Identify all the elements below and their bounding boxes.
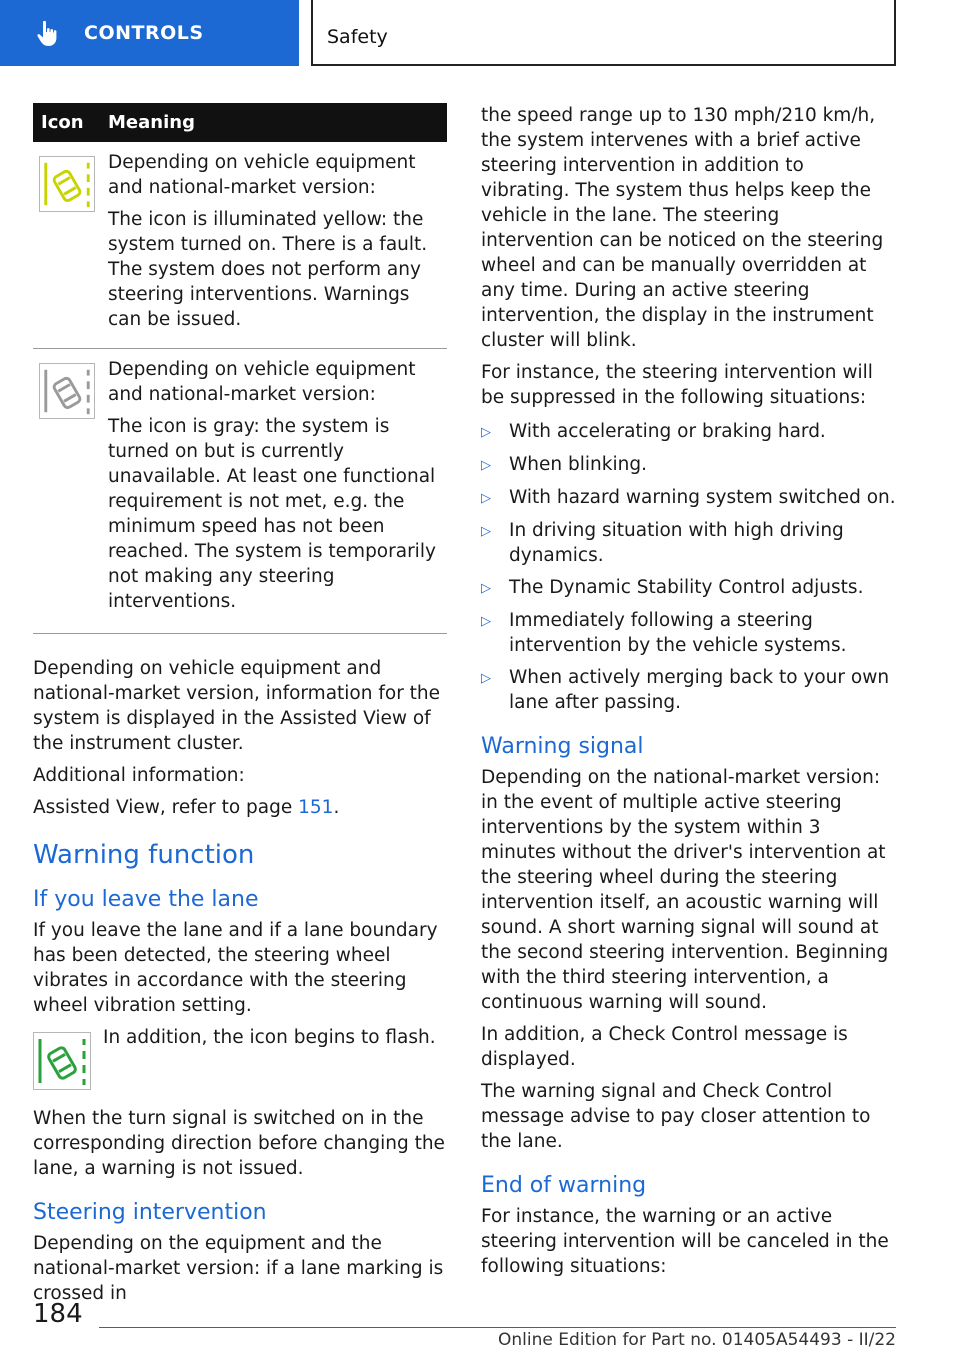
heading-steering-intervention: Steering intervention: [33, 1200, 267, 1225]
hand-pointer-icon: [34, 18, 64, 48]
list-item: [481, 575, 896, 601]
table-row: [33, 349, 447, 634]
bullet-marker: ▷: [481, 581, 491, 596]
bullet-marker: ▷: [481, 614, 491, 629]
paragraph-leave-lane: If you leave the lane and if a lane boundary has been detected, the steering wheel vibrates in accordance with the steering wheel vibration setting.: [33, 920, 438, 1016]
list-item: [481, 485, 896, 511]
heading-warning-signal: Warning signal: [481, 734, 644, 759]
bullet-marker: ▷: [481, 458, 491, 473]
heading-warning-function: Warning function: [33, 840, 255, 870]
lane-assist-green-icon: [33, 1032, 91, 1090]
footer-divider: [99, 1327, 896, 1328]
lane-assist-gray-icon: [39, 363, 95, 419]
row2-line2: The icon is gray: the system is turned on but is currently unavailable. At least one functional requirement is not met, e.g. the minimum speed has not been reached. The system is temporarily not making any steering interventions.: [108, 416, 436, 612]
paragraph-end-of-warning: For instance, the warning or an active steering intervention will be canceled in the following situations:: [481, 1206, 889, 1277]
row1-line1: Depending on vehicle equipment and national-market version:: [108, 152, 416, 198]
table-header-row: [33, 103, 447, 142]
list-item: [481, 452, 896, 478]
list-item-text: In driving situation with high driving dynamics.: [509, 520, 844, 566]
list-item-text: The Dynamic Stability Control adjusts.: [509, 577, 864, 598]
list-item: [481, 518, 896, 568]
bullet-marker: ▷: [481, 671, 491, 686]
section-title: CONTROLS: [84, 22, 204, 44]
page-ref-link[interactable]: 151: [298, 797, 334, 818]
list-item-text: When blinking.: [509, 454, 647, 475]
paragraph-advise: The warning signal and Check Control message advise to pay closer attention to the lane.: [481, 1081, 871, 1152]
flash-note: [33, 1027, 447, 1090]
ref-suffix: .: [333, 797, 340, 818]
heading-end-of-warning: End of warning: [481, 1173, 647, 1198]
paragraph-warning-signal: Depending on the national-market version: in the event of multiple active steering interventions by the system within 3 minutes without the driver's intervention at the steering wheel during the steering intervention itself, an acoustic warning will sound. A short warning signal will sound at the second steering intervention. Beginning with the third steering intervention, a continuous warning will sound.: [481, 767, 889, 1013]
paragraph-turn-signal: When the turn signal is switched on in the corresponding direction before changing the lane, a warning is not issued.: [33, 1108, 445, 1179]
list-item-text: With hazard warning system switched on.: [509, 487, 896, 508]
table-row: [33, 142, 447, 349]
right-column: [481, 103, 896, 1286]
paragraph-speed-range: the speed range up to 130 mph/210 km/h, the system intervenes with a brief active steering intervention in addition to vibrating. The system thus helps keep the vehicle in the lane. The steering intervention can be noticed on the steering wheel and can be manually overridden at any time. During an active steering intervention, the display in the instrument cluster will blink.: [481, 105, 884, 351]
chapter-header: [311, 0, 896, 66]
bullet-marker: ▷: [481, 491, 491, 506]
list-item: [481, 665, 896, 715]
bullet-marker: ▷: [481, 524, 491, 539]
edition-note: Online Edition for Part no. 01405A54493 - II/22: [497, 1330, 896, 1350]
icon-meaning-table: [33, 103, 447, 634]
left-column: [33, 103, 447, 1313]
flash-text: In addition, the icon begins to flash.: [103, 1027, 436, 1048]
suppression-list: [481, 419, 896, 715]
chapter-title: Safety: [327, 26, 388, 48]
bullet-marker: ▷: [481, 425, 491, 440]
col-header-meaning: Meaning: [108, 103, 447, 142]
page-number: 184: [33, 1299, 83, 1329]
row2-line1: Depending on vehicle equipment and national-market version:: [108, 359, 416, 405]
ref-prefix: Assisted View, refer to page: [33, 797, 299, 818]
paragraph-ref: [33, 795, 447, 820]
paragraph-info: Depending on vehicle equipment and national-market version, information for the system is displayed in the Assisted View of the instrument cluster.: [33, 658, 441, 754]
list-item-text: Immediately following a steering intervention by the vehicle systems.: [509, 610, 847, 656]
heading-leave-lane: If you leave the lane: [33, 887, 259, 912]
paragraph-suppressed: For instance, the steering intervention will be suppressed in the following situations:: [481, 362, 873, 408]
paragraph-check-control: In addition, a Check Control message is displayed.: [481, 1024, 848, 1070]
paragraph-additional: Additional information:: [33, 765, 245, 786]
list-item-text: With accelerating or braking hard.: [509, 421, 826, 442]
list-item: [481, 419, 896, 445]
paragraph-steering: Depending on the equipment and the national-market version: if a lane marking is crossed in: [33, 1233, 444, 1304]
col-header-icon: Icon: [33, 103, 108, 142]
list-item-text: When actively merging back to your own lane after passing.: [509, 667, 890, 713]
list-item: [481, 608, 896, 658]
lane-assist-yellow-icon: [39, 156, 95, 212]
row1-line2: The icon is illuminated yellow: the system turned on. There is a fault. The system does not perform any steering interventions. Warnings can be issued.: [108, 209, 428, 330]
section-tab: [0, 0, 299, 66]
